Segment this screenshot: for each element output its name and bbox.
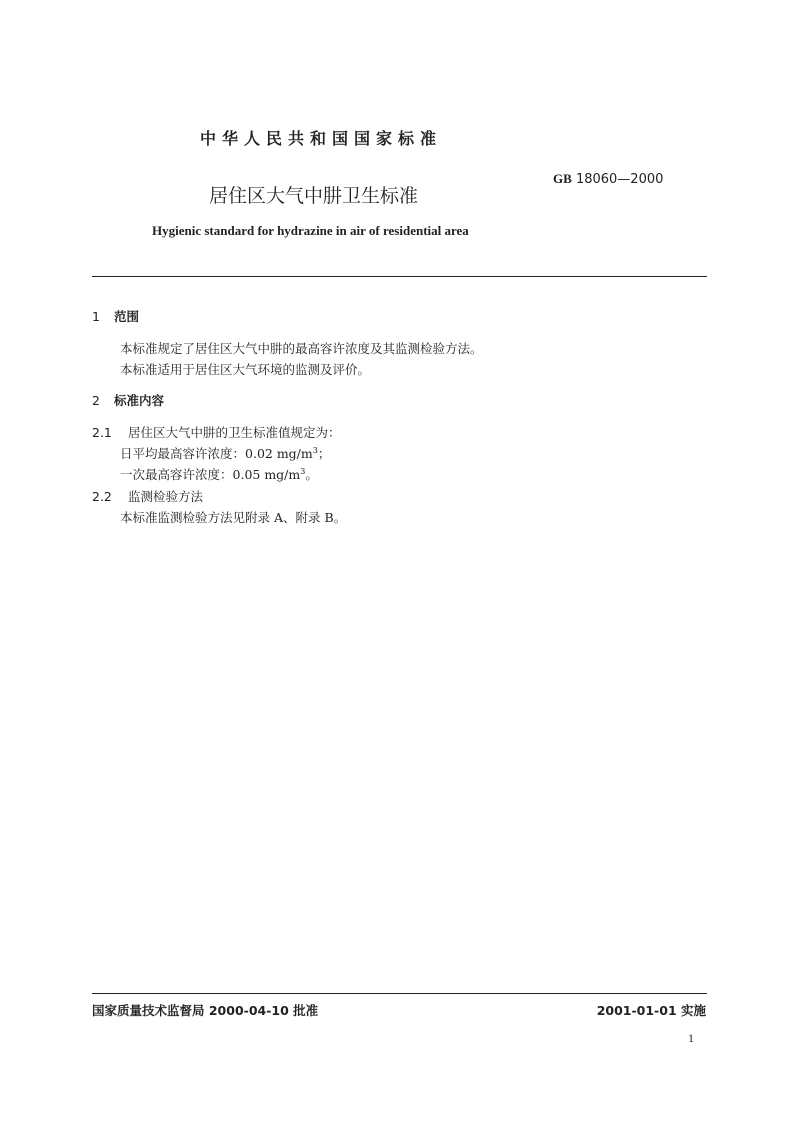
subsection-text: 居住区大气中肼的卫生标准值规定为： — [128, 425, 341, 440]
subsection-2-1 — [92, 423, 341, 441]
document-title-en: Hygienic standard for hydrazine in air of residential area — [152, 223, 469, 238]
section-title: 范围 — [114, 309, 140, 324]
document-title-cn: 居住区大气中肼卫生标准 — [209, 185, 419, 207]
standard-code — [553, 171, 663, 187]
daily-average-limit — [120, 444, 330, 462]
section-2-heading — [92, 391, 164, 409]
section-title: 标准内容 — [114, 393, 165, 408]
once-limit-label: 一次最高容许浓度： — [120, 467, 233, 482]
page-number: 1 — [688, 1031, 694, 1045]
section-1-heading — [92, 307, 139, 325]
approval-date: 国家质量技术监督局 2000-04-10 批准 — [92, 1003, 319, 1018]
once-limit-exponent: 3 — [300, 466, 306, 476]
effective-date: 2001-01-01 实施 — [596, 1003, 706, 1018]
standard-code-prefix: GB — [553, 171, 572, 186]
one-time-limit — [120, 465, 318, 483]
once-limit-value: 0.05 mg/m — [232, 467, 301, 482]
subsection-text: 监测检验方法 — [128, 489, 204, 504]
header-divider — [92, 276, 707, 277]
issuing-authority: 中华人民共和国国家标准 — [200, 129, 443, 148]
section-1-paragraph-1: 本标准规定了居住区大气中肼的最高容许浓度及其监测检验方法。 — [120, 341, 483, 356]
subsection-2-2 — [92, 487, 203, 505]
daily-limit-label: 日平均最高容许浓度： — [120, 446, 246, 461]
section-number: 2 — [92, 393, 100, 408]
subsection-number: 2.1 — [92, 425, 112, 440]
section-2-2-paragraph: 本标准监测检验方法见附录 A、附录 B。 — [120, 510, 347, 525]
subsection-number: 2.2 — [92, 489, 112, 504]
section-number: 1 — [92, 309, 100, 324]
standard-code-number: 18060—2000 — [575, 172, 664, 187]
once-limit-punct: 。 — [305, 467, 318, 482]
daily-limit-exponent: 3 — [312, 445, 318, 455]
daily-limit-value: 0.02 mg/m — [245, 446, 313, 461]
daily-limit-punct: ； — [317, 446, 331, 461]
section-1-paragraph-2: 本标准适用于居住区大气环境的监测及评价。 — [120, 362, 371, 377]
footer-divider — [92, 993, 707, 994]
